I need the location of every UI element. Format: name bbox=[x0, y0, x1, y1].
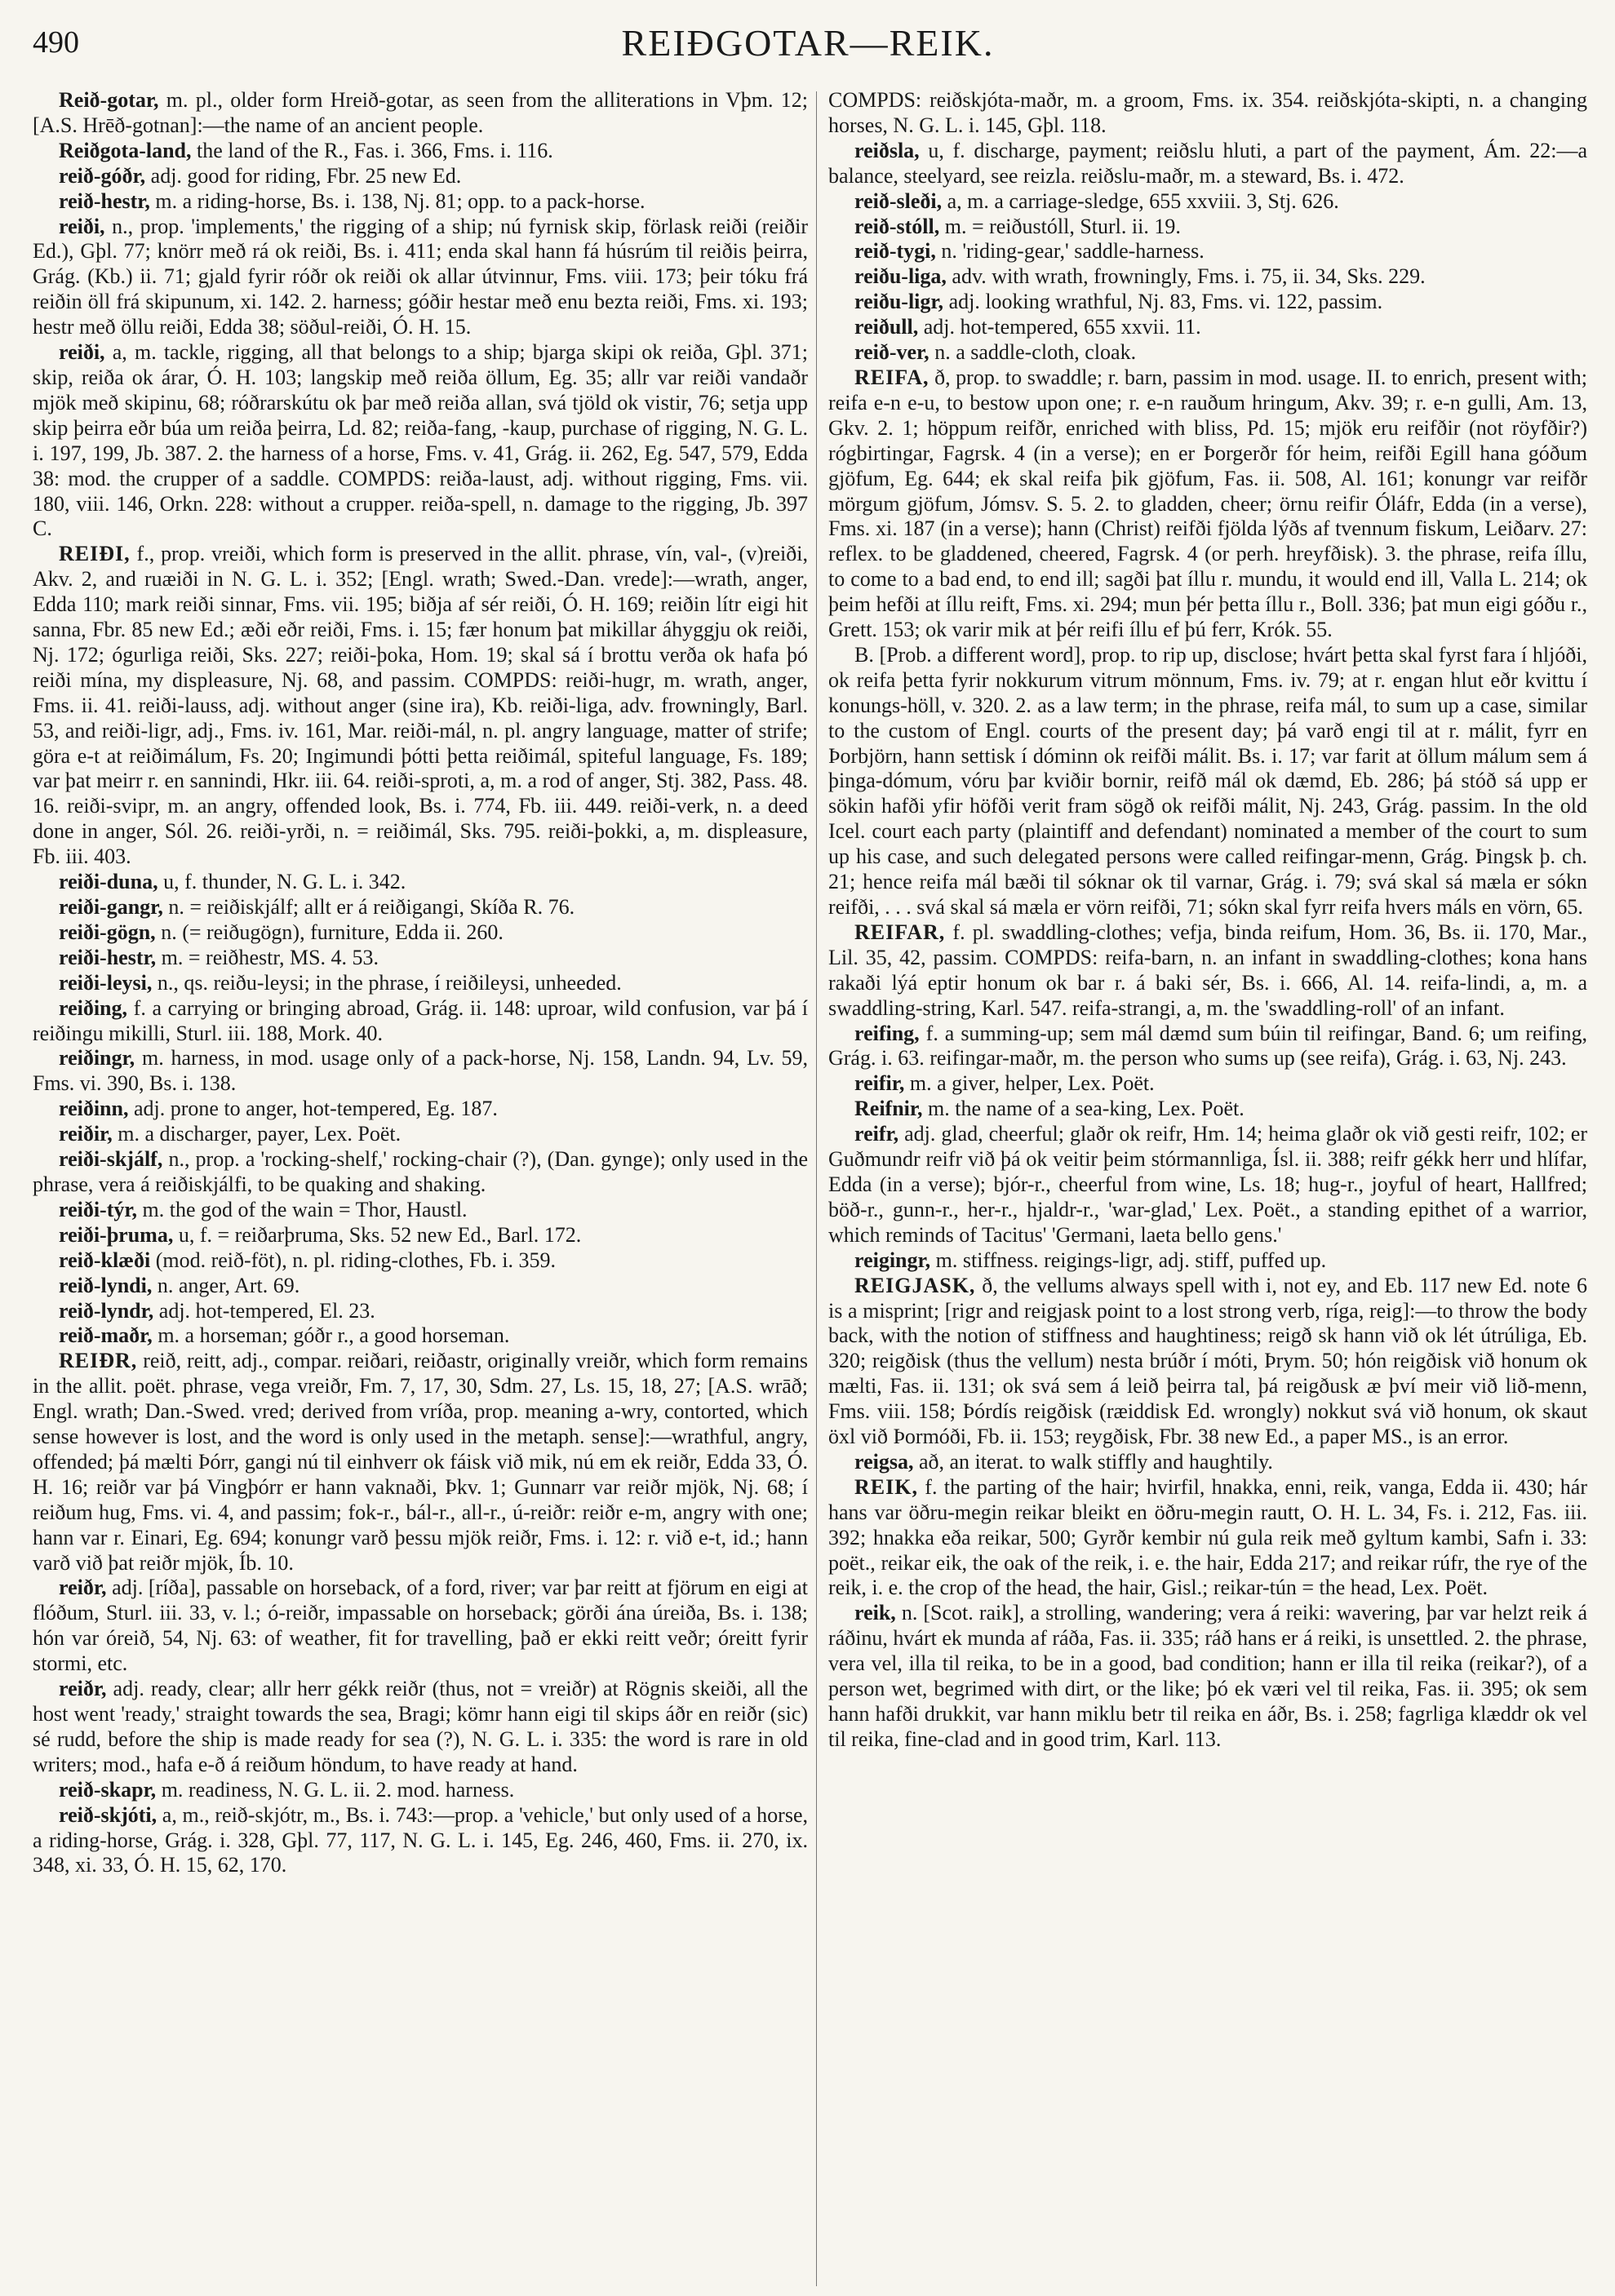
entry-definition: að, an iterat. to walk stiffly and haughtily. bbox=[913, 1449, 1273, 1474]
entry-definition: the land of the R., Fas. i. 366, Fms. i. 116. bbox=[191, 138, 553, 162]
entry-headword: reiði-týr, bbox=[59, 1197, 138, 1221]
entry-definition: u, f. = reiðarþruma, Sks. 52 new Ed., Barl. 172. bbox=[173, 1222, 582, 1247]
dictionary-entry bbox=[33, 1349, 808, 1576]
dictionary-entry bbox=[33, 1778, 808, 1803]
entry-definition: ð, prop. to swaddle; r. barn, passim in mod. usage. II. to enrich, present with; reifa e-n e-u, to bestow upon one; r. e-n rauðum hringum, Akv. 39; r. e-n gulli, Am. 13, Gkv. 2. 1; höppum reifðr, enriched with bliss, Pd. 15; mjök eru reifðir (not röyfðir?) rógbirtingar, Fagrsk. 4 (in a verse); en er Þorgerðr fór heim, reifði Egill hana góðum gjöfum, Eg. 644; ek skal reifa þik gjöfum, Fas. ii. 508, Al. 161; konungr var reifðr mörgum gjöfum, Jómsv. S. 5. 2. to gladden, cheer; örnu reifir Óláfr, Edda (in a verse), Fms. xi. 187 (in a verse); hann (Christ) reifði fjölda lýðs af tvennum fiskum, Leiðarv. 27: reflex. to be gladdened, cheered, Fagrsk. 4 (or perh. hreyfðisk). 3. the phrase, reifa íllu, to come to a bad end, to end ill; sagði þat íllu r. mundu, it would end ill, Valla L. 214; ok þeim hefði at íllu reift, Fms. xi. 294; mun þér þetta íllu r., Boll. 336; þat mun eigi góðu r., Grett. 153; ok varir mik at þér reifi íllu ef þú ferr, Krók. 55. bbox=[828, 365, 1587, 642]
entry-headword: reiðu-ligr, bbox=[854, 290, 944, 314]
entry-definition: adj. looking wrathful, Nj. 83, Fms. vi. 122, passim. bbox=[943, 290, 1383, 314]
dictionary-entry bbox=[33, 1147, 808, 1198]
entry-headword: REIK, bbox=[854, 1474, 918, 1499]
dictionary-entry bbox=[33, 1299, 808, 1324]
dictionary-entry bbox=[33, 1223, 808, 1248]
dictionary-entry bbox=[828, 239, 1587, 264]
entry-headword: reigsa, bbox=[854, 1449, 914, 1474]
entry-definition: u, f. discharge, payment; reiðslu hluti, a part of the payment, Ám. 22:—a balance, steelyard, see reizla. reiðslu-maðr, m. a steward, Bs. i. 472. bbox=[828, 138, 1587, 188]
dictionary-entry bbox=[828, 1450, 1587, 1475]
dictionary-entry bbox=[33, 88, 808, 139]
dictionary-entry bbox=[828, 366, 1587, 643]
entry-headword: reið-stóll, bbox=[854, 214, 940, 238]
entry-headword: reiði-hestr, bbox=[59, 945, 157, 969]
dictionary-entry bbox=[828, 1022, 1587, 1072]
entry-definition: ð, the vellums always spell with i, not ey, and Eb. 117 new Ed. note 6 is a misprint; [rigr and reigjask point to a lost strong verb, ríga, reig]:—to throw the body back, with the notion of stiffness and haughtiness; reigð sk hann við ok lét útrúliga, Eb. 320; reigðisk (thus the vellum) nesta brúðr í móti, Þrym. 50; hón reigðisk við honum ok mælti, Fas. ii. 131; ok svá sem á leið þeirra tal, þá reigðusk æ því meir við lið-menn, Fms. viii. 158; Þórdís reigðisk (ræiddisk Ed. wrongly) nokkut svá við honum, ok skaut öxl við Þormóði, Fb. ii. 153; reygðisk, Fbr. 38 new Ed., a paper MS., is an error. bbox=[828, 1273, 1587, 1449]
entry-definition: B. [Prob. a different word], prop. to rip up, disclose; hvárt þetta skal fyrst fara í hljóði, ok reifa þetta fyrir nokkurum vitrum mönnum, Fms. iv. 79; at r. engan hlut eðr kvittu í konungs-höll, v. 320. 2. as a law term; in the phrase, reifa mál, to sum up a case, similar to the custom of Engl. courts of the present day; þá varð engi til at r. málit, fyrr en Þorbjörn, hann settisk í dóminn ok reifði málit. Bs. i. 17; var farit at öllum málum sem á þinga-dómum, vóru þar kviðir bornir, reifð mál ok dæmd, Eb. 286; þá stóð sá upp er sökin hafði yfir höfði verit fram sögð ok reifði málit, Nj. 243, Grág. passim. In the old Icel. court each party (plaintiff and defendant) nominated a member of the court to sum up his case, and such delegated persons were called reifingar-menn, Grág. Þingsk þ. ch. 21; hence reifa mál bæði til sóknar ok til varnar, Grág. i. 79; svá skal sá mæla er sókn reifði, . . . svá skal sá mæla er vörn reifði, 71; sókn skal fyrr reifa hvers máls en vörn, 65. bbox=[828, 642, 1587, 919]
entry-definition: f. the parting of the hair; hvirfil, hnakka, enni, reik, vanga, Edda ii. 430; hár hans var öðru-megin reikar bleikt en öðru-megin rautt, O. H. L. 34, Fs. i. 212, Fas. iii. 392; hnakka eða reikar, 500; Gyrðr kembir nú gula reik með gyltum kambi, Safn i. 33: poët., reikar eik, the oak of the reik, i. e. the hair, Edda 217; and reikar rúfr, the rye of the reik, i. e. the crop of the head, the hair, Gisl.; reikar-tún = the head, Lex. Poët. bbox=[828, 1474, 1587, 1600]
dictionary-entry bbox=[33, 1097, 808, 1122]
page-number: 490 bbox=[33, 25, 79, 60]
dictionary-entry bbox=[828, 189, 1587, 215]
column-divider bbox=[816, 91, 817, 2286]
entry-headword: reiði-gangr, bbox=[59, 895, 163, 919]
entry-definition: n., prop. 'implements,' the rigging of a ship; nú fyrnisk skip, förlask reiði (reiðir Ed.), Gþl. 77; knörr með rá ok reiði, Bs. i. 411; enda skal hann fá húsrúm til reiðis þeirra, Grág. (Kb.) ii. 71; gjald fyrir róðr ok reiði ok allar útvinnur, Fms. viii. 173; þeir tóku frá reiðin öll frá skipunum, xi. 142. 2. harness; góðir hestar með enu bezta reiði, Fms. xi. 193; hestr með öllu reiði, Edda 38; söðul-reiði, Ó. H. 15. bbox=[33, 214, 808, 339]
entry-definition: m. a discharger, payer, Lex. Poët. bbox=[112, 1122, 402, 1146]
right-column bbox=[828, 88, 1587, 2283]
dictionary-entry bbox=[828, 1248, 1587, 1274]
entry-headword: Reifnir, bbox=[854, 1097, 923, 1121]
entry-headword: Reið-gotar, bbox=[59, 88, 159, 112]
entry-headword: reigingr, bbox=[854, 1248, 931, 1272]
dictionary-entry bbox=[33, 164, 808, 189]
entry-definition: n. (= reiðugögn), furniture, Edda ii. 260. bbox=[155, 920, 504, 944]
dictionary-entry bbox=[828, 1475, 1587, 1602]
entry-headword: REIÐR, bbox=[59, 1349, 138, 1373]
entry-headword: reið-lyndr, bbox=[59, 1298, 154, 1323]
entry-definition: n. [Scot. raik], a strolling, wandering; vera á reiki: wavering, þar var helzt reik á ráðinu, hvárt ek munda af ráða, Fas. ii. 335; ráð hans er á reiki, is unsettled. 2. the phrase, vera vel, illa til reika, to be in a good, bad condition; hann er illa til reika (reikar?), of a person wet, begrimed with dirt, or the like; þó ek væri vel til reika, Fas. ii. 395; ok sem hann hafði drukkit, var hann miklu betr til reika en áðr, Bs. i. 258; fagrliga klæddr ok vel til reika, fine-clad and in good trim, Karl. 113. bbox=[828, 1601, 1587, 1751]
entry-headword: reik, bbox=[854, 1601, 896, 1625]
entry-headword: reifir, bbox=[854, 1071, 905, 1096]
dictionary-entry bbox=[828, 1601, 1587, 1752]
dictionary-entry bbox=[33, 996, 808, 1047]
dictionary-entry bbox=[33, 920, 808, 946]
entry-definition: m. pl., older form Hreið-gotar, as seen from the alliterations in Vþm. 12; [A.S. Hrēð-gotnan]:—the name of an ancient people. bbox=[33, 88, 808, 137]
entry-definition: f. a summing-up; sem mál dæmd sum búin til reifingar, Band. 6; um reifing, Grág. i. 63. reifingar-maðr, m. the person who sums up (see reifa), Grág. i. 63, Nj. 243. bbox=[828, 1021, 1587, 1070]
dictionary-entry bbox=[33, 542, 808, 870]
entry-headword: reiði, bbox=[59, 214, 105, 238]
dictionary-entry bbox=[33, 1122, 808, 1147]
entry-headword: reiðing, bbox=[59, 995, 128, 1020]
entry-headword: reið-sleði, bbox=[854, 188, 943, 213]
dictionary-entry bbox=[33, 1803, 808, 1879]
entry-definition: adj. [ríða], passable on horseback, of a ford, river; var þar reitt at fjörum en eigi at flóðum, Sturl. iii. 33, v. l.; ó-reiðr, impassable on horseback; görði ána úreiða, Bs. i. 138; hón var óreið, 54, Nj. 63: of weather, fit for travelling, það er ekki reitt veðr; óreitt fyrir stormi, etc. bbox=[33, 1576, 808, 1676]
entry-definition: n. = reiðiskjálf; allt er á reiðigangi, Skíða R. 76. bbox=[162, 895, 575, 919]
entry-definition: m. the god of the wain = Thor, Haustl. bbox=[137, 1197, 468, 1221]
dictionary-entry bbox=[33, 215, 808, 341]
entry-definition: m. readiness, N. G. L. ii. 2. mod. harness. bbox=[156, 1777, 515, 1802]
dictionary-entry bbox=[33, 1046, 808, 1097]
entry-definition: adv. with wrath, frowningly, Fms. i. 75, ii. 34, Sks. 229. bbox=[946, 264, 1426, 289]
entry-headword: REIÐI, bbox=[59, 542, 131, 566]
entry-definition: m. a horseman; góðr r., a good horseman. bbox=[152, 1323, 510, 1348]
entry-headword: reiðsla, bbox=[854, 138, 920, 162]
entry-headword: reiði-þruma, bbox=[59, 1222, 174, 1247]
entry-definition: n. 'riding-gear,' saddle-harness. bbox=[935, 239, 1205, 264]
entry-headword: reiðu-liga, bbox=[854, 264, 947, 289]
running-head: REIÐGOTAR—REIK. bbox=[621, 22, 995, 64]
dictionary-entry bbox=[33, 1323, 808, 1349]
entry-headword: reið-skapr, bbox=[59, 1777, 157, 1802]
dictionary-entry bbox=[33, 971, 808, 996]
entry-headword: reið-maðr, bbox=[59, 1323, 153, 1348]
entry-definition: adj. hot-tempered, El. 23. bbox=[153, 1298, 375, 1323]
entry-headword: reið-hestr, bbox=[59, 188, 150, 213]
dictionary-entry bbox=[828, 88, 1587, 139]
entry-headword: reifr, bbox=[854, 1122, 899, 1146]
entry-definition: adj. prone to anger, hot-tempered, Eg. 187. bbox=[128, 1097, 498, 1121]
dictionary-entry bbox=[33, 340, 808, 542]
entry-headword: reið-góðr, bbox=[59, 163, 146, 188]
entry-definition: u, f. thunder, N. G. L. i. 342. bbox=[158, 870, 406, 894]
entry-headword: reifing, bbox=[854, 1021, 920, 1045]
left-column bbox=[33, 88, 808, 2283]
entry-definition: a, m. tackle, rigging, all that belongs to a ship; bjarga skipi ok reiða, Gþl. 371; skip, reiða ok árar, Ó. H. 103; langskip með reiða öllum, Eg. 35; allr var reiði vandaðr mjök með skipinu, 68; róðrarskútu ok þar með reiða allan, svá tjöld ok vistir, 76; setja upp skip þeirra eðr búa um reiða þeirra, Ld. 82; reiða-fang, -kaup, purchase of rigging, N. G. L. i. 197, 199, Jb. 387. 2. the harness of a horse, Fms. v. 41, Grág. ii. 262, Eg. 547, 579, Edda 38: mod. the crupper of a saddle. COMPDS: reiða-laust, adj. without rigging, Fms. vii. 180, viii. 146, Orkn. 228: without a crupper. reiða-spell, n. damage to the rigging, Jb. 397 C. bbox=[33, 340, 808, 541]
entry-definition: adj. glad, cheerful; glaðr ok reifr, Hm. 14; heima glaðr ok við gesti reifr, 102; er Guðmundr reifr við þá ok veitir þeim stórmannliga, Ísl. ii. 388; reifr gékk herr und hlífar, Edda (in a verse); bjór-r., cheerful from wine, Ls. 18; hug-r., joyful of heart, Hallfred; böð-r., gunn-r., her-r., hjaldr-r., 'war-glad,' Lex. Poët., a standing epithet of a warrior, which reminds of Tacitus' 'Germani, laeta bello gens.' bbox=[828, 1122, 1587, 1247]
entry-headword: reið-lyndi, bbox=[59, 1273, 153, 1297]
entry-definition: m. a riding-horse, Bs. i. 138, Nj. 81; opp. to a pack-horse. bbox=[149, 188, 646, 213]
page-header bbox=[33, 18, 1583, 67]
entry-definition: adj. ready, clear; allr herr gékk reiðr (thus, not = vreiðr) at Rögnis skeiði, all the host went 'ready,' straight towards the sea, Bragi; kömr hann eigi til skips áðr en reiðr (sic) sé rudd, before the ship is made ready for sea (?), N. G. L. i. 335: the word is rare in old writers; mod., hafa e-ð á reiðum höndum, to have ready at hand. bbox=[33, 1677, 808, 1776]
entry-definition: n., qs. reiðu-leysi; in the phrase, í reiðileysi, unheeded. bbox=[152, 970, 622, 995]
entry-headword: reiðinn, bbox=[59, 1097, 129, 1121]
dictionary-entry bbox=[33, 1576, 808, 1677]
entry-definition: m. = reiðustóll, Sturl. ii. 19. bbox=[939, 214, 1181, 238]
entry-definition: n., prop. a 'rocking-shelf,' rocking-chair (?), (Dan. gynge); only used in the phrase, vera á reiðiskjálfi, to be quaking and shaking. bbox=[33, 1147, 808, 1196]
dictionary-entry bbox=[33, 139, 808, 164]
entry-definition: COMPDS: reiðskjóta-maðr, m. a groom, Fms. ix. 354. reiðskjóta-skipti, n. a changing horses, N. G. L. i. 145, Gþl. 118. bbox=[828, 88, 1587, 137]
entry-definition: f., prop. vreiði, which form is preserved in the allit. phrase, vín, val-, (v)reiði, Akv. 2, and ruæiði in N. G. L. i. 352; [Engl. wrath; Swed.-Dan. vrede]:—wrath, anger, Edda 110; mark reiði sinnar, Fms. vii. 195; biðja af sér reiði, Ó. H. 169; reiðin lítr eigi hit sanna, Fbr. 85 new Ed.; æði eðr reiði, Fms. i. 15; fær honum þat mikillar áhyggju ok reiði, Nj. 172; ógurliga reiði, Sks. 227; reiði-þoka, Hom. 19; skal sá í brottu verða ok hafa þó reiði mína, my displeasure, Nj. 68, and passim. COMPDS: reiði-hugr, m. wrath, anger, Fms. ii. 41. reiði-lauss, adj. without anger (sine ira), Kb. reiði-liga, adv. frowningly, Barl. 53, and reiði-ligr, adj., Fms. iv. 161, Mar. reiði-mál, n. pl. angry language, matter of strife; göra e-t at reiðimálum, Fs. 20; Ingimundi þótti þetta reiðimál, spiteful language, Fs. 189; var þat meirr r. en sannindi, Hkr. iii. 64. reiði-sproti, a, m. a rod of anger, Stj. 382, Pass. 48. 16. reiði-svipr, m. an angry, offended look, Bs. i. 774, Fb. iii. 449. reiði-verk, n. a deed done in anger, Sól. 26. reiði-yrði, n. = reiðimál, Sks. 795. reiði-þokki, a, m. displeasure, Fb. iii. 403. bbox=[33, 542, 808, 869]
entry-headword: REIGJASK, bbox=[854, 1273, 976, 1297]
dictionary-entry bbox=[828, 139, 1587, 189]
entry-definition: n. a saddle-cloth, cloak. bbox=[929, 340, 1137, 365]
dictionary-entry bbox=[33, 1677, 808, 1778]
entry-definition: m. stiffness. reigings-ligr, adj. stiff, puffed up. bbox=[930, 1248, 1327, 1272]
entry-definition: f. pl. swaddling-clothes; vefja, binda reifum, Hom. 36, Bs. ii. 170, Mar., Lil. 35, 42, passim. COMPDS: reifa-barn, n. an infant in swaddling-clothes; kona hans rakaði lýá eptir honum ok bar r. á baki sér, Bs. i. 666, Al. 14. reifa-lindi, a, m. a swaddling-string, Karl. 547. reifa-strangi, a, m. the 'swaddling-roll' of an infant. bbox=[828, 920, 1587, 1020]
entry-headword: reiðir, bbox=[59, 1122, 113, 1146]
dictionary-entry bbox=[828, 1274, 1587, 1450]
entry-headword: reiði-duna, bbox=[59, 870, 158, 894]
entry-headword: reiðr, bbox=[59, 1677, 107, 1701]
entry-headword: reiðr, bbox=[59, 1576, 107, 1600]
entry-headword: reið-skjóti, bbox=[59, 1802, 158, 1827]
entry-definition: reið, reitt, adj., compar. reiðari, reiðastr, originally vreiðr, which form remains in the allit. poët. phrase, vega vreiðr, Fm. 7, 17, 30, Sdm. 27, Ls. 15, 18, 27; [A.S. wrāð; Engl. wrath; Dan.-Swed. vred; derived from vríða, prop. meaning a-wry, contorted, which sense however is lost, and the word is only used in the metaph. sense]:—wrathful, angry, offended; þá mælti Þórr, gangi nú til einhverr ok fáisk við mik, nú em ek reiðr, Edda 33, Ó. H. 16; reiðr var þá Vingþórr er hann vaknaði, Þkv. 1; Gunnarr var reiðr mjök, Nj. 68; í reiðum hug, Fms. vi. 4, and passim; fok-r., bál-r., all-r., ú-reiðr: reiðr e-m, angry with one; hann var r. Einari, Eg. 694; konungr varð þessu mjök reiðr, Fms. i. 12: r. við e-t, id.; hann varð við þat reiðr mjök, Íb. 10. bbox=[33, 1349, 808, 1575]
entry-headword: reiðull, bbox=[854, 315, 919, 339]
dictionary-entry bbox=[828, 1122, 1587, 1248]
entry-definition: f. a carrying or bringing abroad, Grág. ii. 148: uproar, wild confusion, var þá í reiðingu mikilli, Sturl. iii. 188, Mork. 40. bbox=[33, 995, 808, 1045]
dictionary-entry bbox=[33, 870, 808, 895]
dictionary-entry bbox=[33, 189, 808, 215]
dictionary-entry bbox=[828, 264, 1587, 290]
entry-definition: m. the name of a sea-king, Lex. Poët. bbox=[922, 1097, 1245, 1121]
dictionary-entry bbox=[33, 1198, 808, 1223]
dictionary-entry bbox=[33, 1248, 808, 1274]
dictionary-entry bbox=[33, 1274, 808, 1299]
dictionary-entry bbox=[828, 215, 1587, 240]
dictionary-entry bbox=[828, 1097, 1587, 1122]
entry-headword: reiði-gögn, bbox=[59, 920, 156, 944]
dictionary-entry bbox=[828, 1071, 1587, 1097]
dictionary-entry bbox=[33, 895, 808, 920]
dictionary-entry bbox=[828, 340, 1587, 366]
dictionary-entry bbox=[828, 920, 1587, 1022]
entry-headword: reið-klæði bbox=[59, 1248, 151, 1272]
entry-headword: Reiðgota-land, bbox=[59, 138, 192, 162]
dictionary-entry bbox=[828, 290, 1587, 315]
entry-headword: reiði-leysi, bbox=[59, 970, 153, 995]
dictionary-entry bbox=[828, 643, 1587, 920]
dictionary-entry bbox=[33, 946, 808, 971]
entry-headword: reið-ver, bbox=[854, 340, 930, 365]
entry-headword: reiði-skjálf, bbox=[59, 1147, 163, 1172]
entry-definition: n. anger, Art. 69. bbox=[152, 1273, 300, 1297]
entry-definition: m. a giver, helper, Lex. Poët. bbox=[904, 1071, 1155, 1096]
entry-definition: a, m. a carriage-sledge, 655 xxviii. 3, Stj. 626. bbox=[942, 188, 1339, 213]
entry-definition: adj. good for riding, Fbr. 25 new Ed. bbox=[145, 163, 462, 188]
entry-definition: m. = reiðhestr, MS. 4. 53. bbox=[156, 945, 379, 969]
entry-headword: REIFA, bbox=[854, 365, 930, 389]
dictionary-entry bbox=[828, 315, 1587, 340]
entry-definition: adj. hot-tempered, 655 xxvii. 11. bbox=[918, 315, 1201, 339]
entry-definition: a, m., reið-skjótr, m., Bs. i. 743:—prop. a 'vehicle,' but only used of a horse, a riding-horse, Grág. i. 328, Gþl. 77, 117, N. G. L. i. 145, Eg. 246, 460, Fms. ii. 270, ix. 348, xi. 33, Ó. H. 15, 62, 170. bbox=[33, 1802, 808, 1877]
entry-headword: REIFAR, bbox=[854, 920, 946, 944]
entry-headword: reið-tygi, bbox=[854, 239, 936, 264]
entry-headword: reiðingr, bbox=[59, 1046, 135, 1070]
entry-definition: (mod. reið-föt), n. pl. riding-clothes, Fb. i. 359. bbox=[150, 1248, 557, 1272]
entry-headword: reiði, bbox=[59, 340, 105, 365]
entry-definition: m. harness, in mod. usage only of a pack-horse, Nj. 158, Landn. 94, Lv. 59, Fms. vi. 390, Bs. i. 138. bbox=[33, 1046, 808, 1096]
